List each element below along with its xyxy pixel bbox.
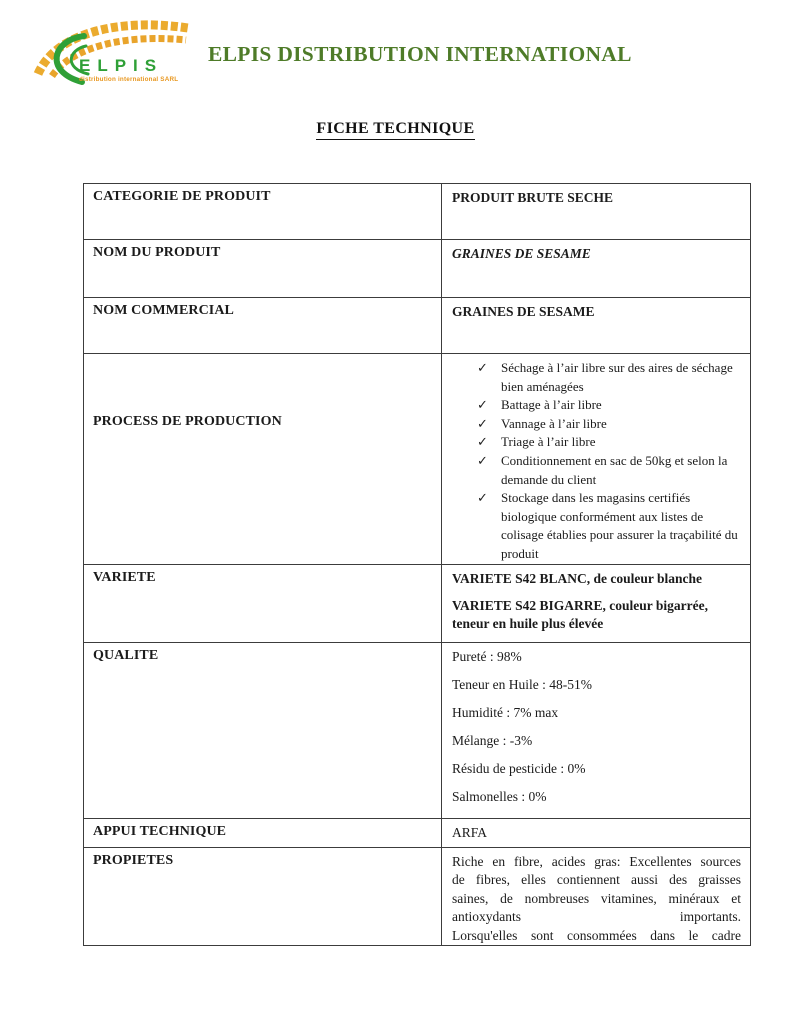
check-icon: ✓ — [477, 415, 488, 431]
process-item-text: Conditionnement en sac de 50kg et selon la demande du client — [501, 452, 728, 487]
propietes-line: Lorsqu'elles sont consommées dans le cadre — [452, 927, 741, 943]
row-label: QUALITE — [84, 643, 442, 818]
row-label: NOM DU PRODUIT — [84, 240, 442, 297]
process-item — [452, 415, 741, 434]
qualite-line: Résidu de pesticide : 0% — [452, 761, 586, 777]
check-icon: ✓ — [477, 434, 488, 450]
process-item — [452, 489, 741, 563]
table-row-appui — [84, 818, 750, 847]
propietes-text — [442, 848, 750, 945]
check-icon: ✓ — [477, 452, 488, 468]
row-label: PROPIETES — [84, 848, 442, 945]
process-item-text: Battage à l’air libre — [501, 397, 602, 413]
row-label: NOM COMMERCIAL — [84, 298, 442, 353]
logo-brand-text: ELPIS — [79, 56, 164, 75]
company-title: ELPIS DISTRIBUTION INTERNATIONAL — [208, 42, 632, 66]
table-row-categorie — [84, 184, 750, 239]
table-row-variete — [84, 564, 750, 643]
check-icon: ✓ — [477, 397, 488, 413]
process-item — [452, 433, 741, 452]
logo-subtext: distribution international SARL — [79, 76, 179, 83]
variete-paragraph: VARIETE S42 BIGARRE, couleur bigarrée, teneur en huile plus élevée — [452, 598, 709, 631]
propietes-line: de fibres, elles contiennent aussi des graisses — [452, 872, 741, 888]
row-value: GRAINES DE SESAME — [452, 304, 595, 319]
qualite-line: Humidité : 7% max — [452, 705, 559, 721]
process-item — [452, 396, 741, 415]
variete-values — [442, 565, 750, 643]
qualite-line: Salmonelles : 0% — [452, 789, 547, 805]
propietes-line: Riche en fibre, acides gras: Excellentes sources — [452, 854, 741, 870]
process-item — [452, 452, 741, 489]
propietes-line: saines, de nombreuses vitamines, minéraux et — [452, 890, 741, 906]
elpis-logo — [26, 14, 196, 94]
table-row-nom-commercial — [84, 297, 750, 353]
table-row-nom-produit — [84, 239, 750, 297]
check-icon: ✓ — [477, 490, 488, 506]
table-row-process — [84, 353, 750, 564]
row-value: ARFA — [452, 825, 488, 841]
row-value: PRODUIT BRUTE SECHE — [452, 190, 614, 205]
table-row-qualite — [84, 642, 750, 818]
qualite-values — [442, 643, 750, 818]
row-label: APPUI TECHNIQUE — [84, 819, 442, 847]
table-row-propietes — [84, 847, 750, 945]
spec-table — [83, 183, 751, 946]
qualite-line: Pureté : 98% — [452, 649, 522, 665]
propietes-line: antioxydants importants. — [452, 909, 741, 925]
qualite-line: Teneur en Huile : 48-51% — [452, 677, 593, 693]
process-list — [442, 354, 750, 564]
variete-paragraph: VARIETE S42 BLANC, de couleur blanche — [452, 570, 703, 586]
process-item — [452, 359, 741, 396]
row-value: GRAINES DE SESAME — [452, 246, 591, 261]
process-item-text: Séchage à l’air libre sur des aires de séchage bien aménagées — [501, 360, 733, 394]
process-item-text: Vannage à l’air libre — [501, 415, 607, 431]
process-item-text: Triage à l’air libre — [501, 434, 596, 450]
qualite-line: Mélange : -3% — [452, 733, 533, 749]
check-icon: ✓ — [477, 360, 488, 375]
row-label: PROCESS DE PRODUCTION — [84, 354, 442, 564]
row-label: CATEGORIE DE PRODUIT — [84, 184, 442, 239]
row-label: VARIETE — [84, 565, 442, 643]
doc-title-wrap — [0, 120, 791, 140]
doc-title: FICHE TECHNIQUE — [316, 120, 474, 140]
process-item-text: Stockage dans les magasins certifiés biologique conformément aux listes de colisage établies pour assurer la traçabilité du produit — [501, 490, 738, 561]
